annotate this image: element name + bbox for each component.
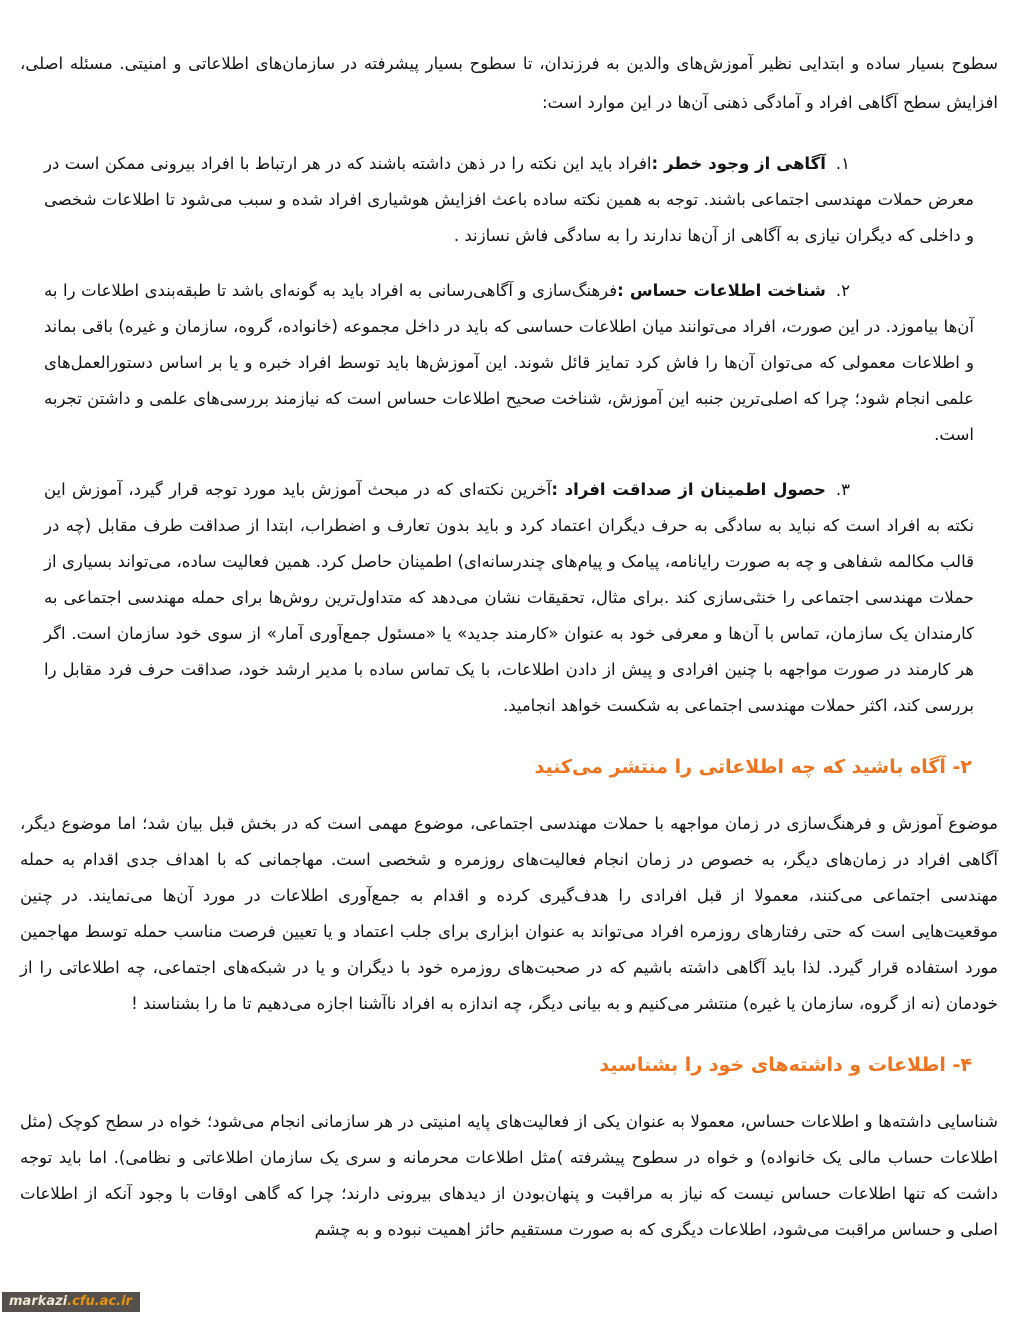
list-item-body: آخرین نکته‌ای که در مبحث آموزش باید مورد توجه قرار گیرد، آموزش این نکته به افراد است که نباید به سادگی به حرف دیگران اعتماد کرد و باید بدون تعارف و اضطراب، ابتدا از صداقت طرف مقابل (چه در قالب مکالمه شفاهی و چه به صورت رایانامه، پیامک و پیام‌های چندرسانه‌ای) اطمینان حاصل کرد. همین فعالیت ساده، می‌تواند بسیاری از حملات مهندسی اجتماعی را خنثی‌سازی کند .برای مثال، تحقیقات نشان می‌دهد که متداول‌ترین روش‌ها برای حمله مهندسی اجتماعی به کارمندان یک سازمان، تماس با آن‌ها و معرفی خود به عنوان «کارمند جدید» یا «مسئول جمع‌آوری آمار» از سوی خود سازمان است. اگر هر کارمند در صورت مواجهه با چنین افرادی و پیش از دادن اطلاعات، با یک تماس ساده با مدیر ارشد خود، صداقت حرف فرد مقابل را بررسی کند، اکثر حملات مهندسی اجتماعی به شکست خواهد انجامید. (44, 480, 974, 715)
section-paragraph: موضوع آموزش و فرهنگ‌سازی در زمان مواجهه با حملات مهندسی اجتماعی، موضوع مهمی است که در بخش قبل بیان شد؛ اما موضوع دیگر، آگاهی افراد در زمان‌های دیگر، به خصوص در زمان انجام فعالیت‌های روزمره و شخصی است. مهاجمانی که با اهداف جدی اقدام به حمله مهندسی اجتماعی می‌کنند، معمولا از قبل افرادی را هدف‌گیری کرده و اقدام به جمع‌آوری اطلاعات در مورد آن‌ها می‌نمایند. در چنین موقعیت‌هایی است که حتی رفتارهای روزمره افراد می‌تواند به عنوان ابزاری برای جلب اعتماد و یا تعیین فرصت مناسب حمله توسط مهاجمین مورد استفاده قرار گیرد. لذا باید آگاهی داشته باشیم که در صحبت‌های روزمره خود با دیگران و یا در شبکه‌های اجتماعی، چه اطلاعاتی را از خودمان (نه از گروه، سازمان یا غیره) منتشر می‌کنیم و به بیانی دیگر، چه اندازه به افراد ناآشنا اجازه می‌دهیم تا ما را بشناسند ! (20, 814, 998, 1013)
list-item-body: افراد باید این نکته را در ذهن داشته باشند که در هر ارتباط با افراد بیرونی ممکن است در معرض حملات مهندسی اجتماعی باشند. توجه به همین نکته ساده باعث افزایش هوشیاری افراد شده و سبب می‌شود تا اطلاعات شخصی و داخلی که دیگران نیازی به آگاهی از آن‌ها ندارند را به سادگی فاش نسازند . (44, 154, 974, 245)
section-paragraph: شناسایی داشته‌ها و اطلاعات حساس، معمولا به عنوان یکی از فعالیت‌های پایه امنیتی در هر سازمانی انجام می‌شود؛ خواه در سطح کوچک (مثل اطلاعات حساب مالی یک خانواده) و خواه در سطوح پیشرفته )مثل اطلاعات محرمانه و سری یک سازمان اطلاعاتی و نظامی). اما باید توجه داشت که تنها اطلاعات حساس نیست که نیاز به مراقبت و پنهان‌بودن از دیدهای بیرونی دارند؛ چرا که گاهی اوقات با وجود آنکه از اطلاعات اصلی و حساس مراقبت می‌شود، اطلاعات دیگری که به صورت مستقیم حائز اهمیت نبوده و به چشم (20, 1112, 998, 1239)
list-item (44, 472, 974, 724)
numbered-list (20, 146, 998, 724)
section-heading: ۴- اطلاعات و داشته‌های خود را بشناسید (599, 1054, 972, 1076)
intro-paragraph: سطوح بسیار ساده و ابتدایی نظیر آموزش‌های والدین به فرزندان، تا سطوح بسیار پیشرفته در سازمان‌های اطلاعاتی و امنیتی. مسئله اصلی، افزایش سطح آگاهی افراد و آمادگی ذهنی آن‌ها در این موارد است: (20, 54, 998, 112)
list-item-number: ۳. (835, 480, 850, 499)
list-item-number: ۲. (835, 281, 850, 300)
list-item-label: حصول اطمینان از صداقت افراد : (551, 480, 826, 499)
list-item (44, 273, 974, 453)
list-item (44, 146, 974, 254)
watermark-site-domain: .cfu.ac.ir (67, 1294, 132, 1309)
list-item-body: فرهنگ‌سازی و آگاهی‌رسانی به افراد باید به گونه‌ای باشد تا طبقه‌بندی اطلاعات را به آن‌ها بیاموزد. در این صورت، افراد می‌توانند میان اطلاعات حساسی که باید در داخل مجموعه (خانواده، گروه، سازمان و غیره) باقی بماند و اطلاعات معمولی که می‌توان آن‌ها را فاش کرد تمایز قائل شوند. این آموزش‌ها باید توسط افراد خبره و یا بر اساس دستورالعمل‌های علمی انجام شود؛ چرا که اصلی‌ترین جنبه این آموزش، شناخت صحیح اطلاعات حساس است که نیازمند بررسی‌های علمی و داشتن تجربه است. (44, 281, 974, 444)
list-item-text (44, 273, 974, 453)
list-item-text (44, 472, 974, 724)
watermark-site-name: markazi (9, 1294, 68, 1309)
list-item-label: شناخت اطلاعات حساس : (617, 281, 826, 300)
section-heading: ۲- آگاه باشید که چه اطلاعاتی را منتشر می‌کنید (534, 756, 972, 778)
section-publish-awareness (20, 754, 998, 1022)
list-item-label: آگاهی از وجود خطر : (651, 154, 826, 173)
list-item-number: ۱. (835, 154, 851, 173)
list-item-text (44, 146, 974, 254)
watermark-badge (2, 1292, 140, 1312)
section-know-your-assets (20, 1052, 998, 1248)
